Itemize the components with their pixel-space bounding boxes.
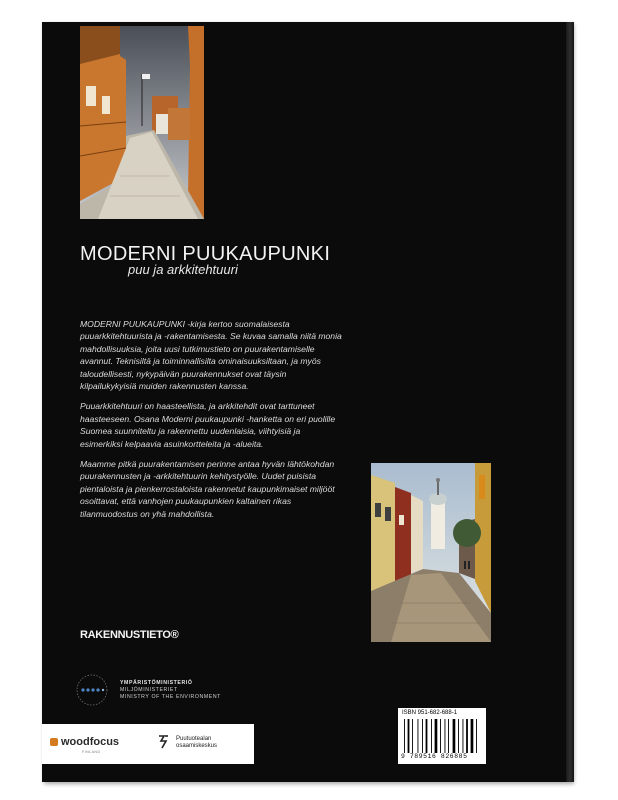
barcode-bar [471,719,474,753]
woodfocus-tagline: FINLAND [82,750,101,754]
barcode-icon [404,719,480,753]
isbn-digits: 9 789516 826885 [401,753,468,760]
barcode-bar [422,719,423,753]
sponsor-logos [42,724,254,764]
puutuote-line-2: osaamiskeskus [176,743,218,749]
puutuote-line-1: Puutuotealan [176,736,212,742]
barcode-bar [458,719,459,753]
barcode-bar [426,719,428,753]
blurb-text [80,318,342,528]
publisher-logo: RAKENNUSTIETO® [80,629,179,641]
blurb-paragraph: Maamme pitkä puurakentamisen perinne antaa hyvän lähtökohdan puurakennusten ja -arkkitehtuurin kehitystyölle. Uudet puisista pientaloista ja pienkerrostaloista rakennetut kaupunkimaiset miljööt osoittavat, että vanhojen puukaupunkien kaltainen rikas tilanmuodostus on yhä mahdollista. [80,459,335,519]
ministry-name-en: MINISTRY OF THE ENVIRONMENT [120,694,221,700]
barcode-bar [463,719,464,753]
blurb-paragraph: Puuarkkitehtuuri on haasteellista, ja arkkitehdit ovat tarttuneet haasteeseen. Osana Moderni puukaupunki -hanketta on eri puolille Suomea suunniteltu ja rakennettu uudenlaisia, viihtyisiä ja esimerkiksi kelpaavia asuinkortteleita ja -alueita. [80,401,336,449]
ministry-name [120,680,221,701]
barcode-bar [453,719,456,753]
woodfocus-icon [50,738,58,746]
barcode-bar [404,719,405,753]
barcode-bar [445,719,446,753]
barcode-bar [466,719,468,753]
barcode-bar [435,719,438,753]
barcode-bar [476,719,477,753]
woodfocus-name: woodfocus [61,736,120,748]
ministry-name-sv: MILJÖMINISTERIET [120,687,178,693]
ministry-logo-icon [74,672,110,708]
barcode-bar [418,719,419,753]
puutuote-logo-icon [156,734,170,750]
woodfocus-logo [50,736,119,748]
isbn-label: ISBN 951-682-688-1 [402,710,458,716]
street-photo-bottom [371,463,491,642]
book-subtitle: puu ja arkkitehtuuri [128,262,238,277]
cover-edge [566,22,574,782]
book-title: MODERNI PUUKAUPUNKI [80,243,331,265]
blurb-paragraph: MODERNI PUUKAUPUNKI -kirja kertoo suomalaisesta puuarkkitehtuurista ja -rakentamisesta. Se kuvaa samalla niitä monia mahdollisuuksia, joita uusi tutkimustieto on puurakentamiselle avannut. Teknisiltä ja toiminnallisilta ominaisuuksiltaan, ja myös taloudellisesti, nykypäivän puurakennukset ovat täysin kilpailukykyisiä muiden rakennusten kanssa. [80,319,342,392]
puutuote-name [176,736,217,750]
barcode-bar [431,719,432,753]
barcode-bar [440,719,441,753]
barcode-bar [408,719,410,753]
isbn-barcode-block [398,708,486,764]
barcode-bar [448,719,449,753]
ministry-name-fi: YMPÄRISTÖMINISTERIÖ [120,680,193,686]
barcode-bar [412,719,413,753]
street-photo-top [80,26,204,219]
